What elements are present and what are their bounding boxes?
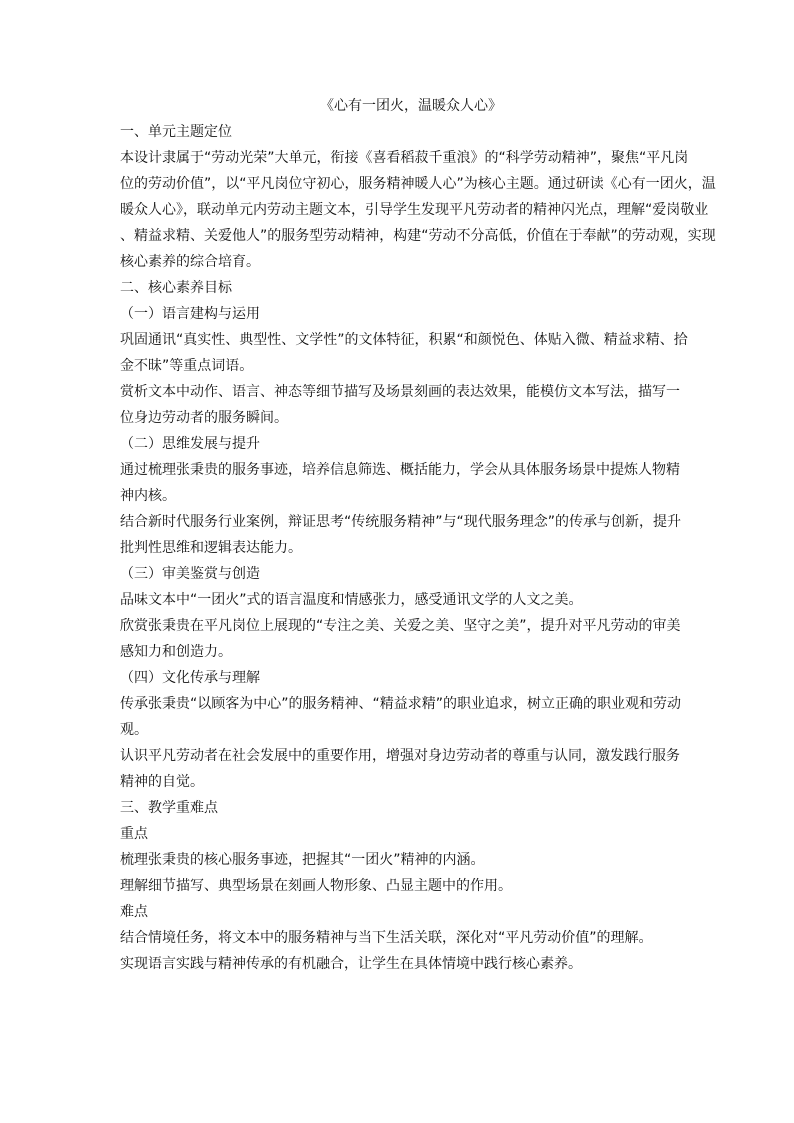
document-body [120, 93, 716, 977]
paragraph-line: 金不昧”等重点词语。 [120, 358, 254, 374]
paragraph-line: 位身边劳动者的服务瞬间。 [120, 410, 288, 426]
paragraph-line: 结合新时代服务行业案例，辩证思考“传统服务精神”与“现代服务理念”的传承与创新，提升 [120, 514, 682, 530]
paragraph-line: 品味文本中“一团火”式的语言温度和情感张力，感受通讯文学的人文之美。 [120, 592, 583, 608]
subsection-4-heading: （四）文化传承与理解 [120, 670, 260, 686]
paragraph-line: 欣赏张秉贵在平凡岗位上展现的“专注之美、关爱之美、坚守之美”，提升对平凡劳动的审美 [120, 618, 681, 634]
difficult-points-label: 难点 [120, 904, 148, 920]
document-title: 《心有一团火，温暖众人心》 [320, 98, 502, 114]
paragraph-line: 赏析文本中动作、语言、神态等细节描写及场景刻画的表达效果，能模仿文本写法，描写一 [120, 384, 680, 400]
paragraph-line: 通过梳理张秉贵的服务事迹，培养信息筛选、概括能力，学会从具体服务场景中提炼人物精 [120, 462, 680, 478]
paragraph-line: 、精益求精、关爱他人”的服务型劳动精神，构建“劳动不分高低，价值在于奉献”的劳动观，实现 [120, 228, 716, 244]
key-point-item: 梳理张秉贵的核心服务事迹，把握其“一团火”精神的内涵。 [120, 852, 485, 868]
section-1-heading: 一、单元主题定位 [120, 124, 232, 140]
difficult-point-item: 结合情境任务，将文本中的服务精神与当下生活关联，深化对“平凡劳动价值”的理解。 [120, 930, 653, 946]
key-point-item: 理解细节描写、典型场景在刻画人物形象、凸显主题中的作用。 [120, 878, 512, 894]
subsection-2-heading: （二）思维发展与提升 [120, 436, 260, 452]
key-points-label: 重点 [120, 826, 148, 842]
paragraph-line: 感知力和创造力。 [120, 644, 232, 660]
section-2-heading: 二、核心素养目标 [120, 280, 232, 296]
paragraph-line: 巩固通讯“真实性、典型性、文学性”的文体特征，积累“和颜悦色、体贴入微、精益求精、拾 [120, 332, 688, 348]
subsection-3-heading: （三）审美鉴赏与创造 [120, 566, 260, 582]
paragraph-line: 位的劳动价值”，以“平凡岗位守初心，服务精神暖人心”为核心主题。通过研读《心有一团火，温 [120, 176, 716, 192]
difficult-point-item: 实现语言实践与精神传承的有机融合，让学生在具体情境中践行核心素养。 [120, 956, 582, 972]
paragraph-line: 传承张秉贵“以顾客为中心”的服务精神、“精益求精”的职业追求，树立正确的职业观和劳动 [120, 696, 682, 712]
paragraph-line: 神内核。 [120, 488, 176, 504]
paragraph-line: 认识平凡劳动者在社会发展中的重要作用，增强对身边劳动者的尊重与认同，激发践行服务 [120, 748, 680, 764]
section-1-paragraph [120, 145, 716, 275]
paragraph-line: 本设计隶属于“劳动光荣”大单元，衔接《喜看稻菽千重浪》的“科学劳动精神”，聚焦“平凡岗 [120, 150, 689, 166]
subsection-1-heading: （一）语言建构与运用 [120, 306, 260, 322]
paragraph-line: 核心素养的综合培育。 [120, 254, 260, 270]
paragraph-line: 暖众人心》，联动单元内劳动主题文本，引导学生发现平凡劳动者的精神闪光点，理解“爱岗敬业 [120, 202, 709, 218]
paragraph-line: 精神的自觉。 [120, 774, 204, 790]
paragraph-line: 观。 [120, 722, 148, 738]
paragraph-line: 批判性思维和逻辑表达能力。 [120, 540, 302, 556]
section-3-heading: 三、教学重难点 [120, 800, 218, 816]
